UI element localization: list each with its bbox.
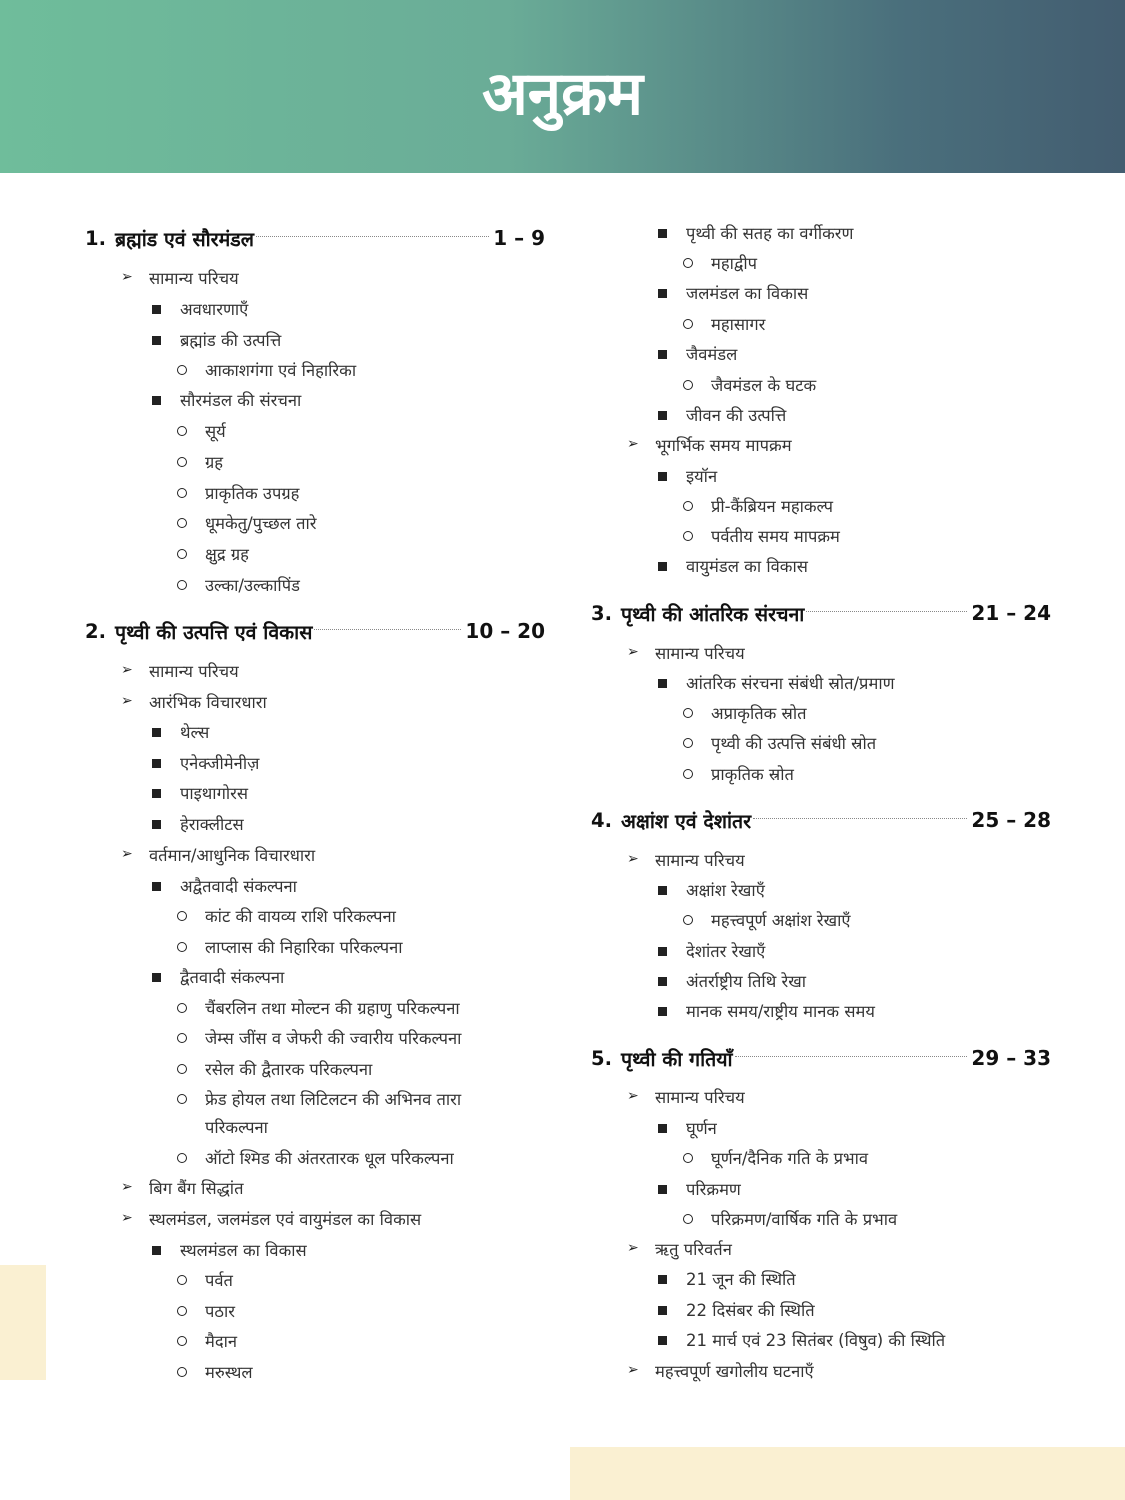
circle-bullet-icon: [177, 1331, 205, 1350]
item-text: ऋतु परिवर्तन: [655, 1239, 732, 1259]
item-text: चैंबरलिन तथा मोल्टन की ग्रहाणु परिकल्पना: [205, 998, 460, 1018]
subtopic-item: [658, 277, 808, 307]
arrow-bullet-icon: ➢: [627, 1362, 639, 1378]
item-text: प्री-कैंब्रियन महाकल्प: [711, 496, 833, 516]
topic-item: [121, 262, 239, 292]
sub-subtopic-item: [177, 1142, 454, 1172]
circle-bullet-icon: [177, 1089, 205, 1108]
item-text: महत्त्वपूर्ण खगोलीय घटनाएँ: [655, 1361, 814, 1381]
square-bullet-icon: [658, 880, 686, 899]
item-text: पाइथागोरस: [180, 783, 249, 803]
chapter-title: ब्रह्मांड एवं सौरमंडल: [115, 227, 254, 251]
item-text: ग्रह: [205, 452, 224, 472]
chapter-number: 3.: [591, 601, 612, 625]
arrow-bullet-icon: ➢: [121, 1210, 133, 1226]
subtopic-item: [152, 716, 209, 746]
item-text: थेल्स: [180, 722, 210, 742]
square-bullet-icon: [658, 1118, 686, 1137]
chapter-page-range: 10 – 20: [465, 619, 545, 643]
square-bullet-icon: [152, 814, 180, 833]
item-text: सौरमंडल की संरचना: [180, 390, 302, 410]
item-text: द्वैतवादी संकल्पना: [180, 967, 285, 987]
square-bullet-icon: [658, 223, 686, 242]
item-text: क्षुद्र ग्रह: [205, 544, 249, 564]
circle-bullet-icon: [177, 483, 205, 502]
chapter-entry: [85, 614, 545, 648]
item-text: मरुस्थल: [205, 1362, 253, 1382]
dot-leader: [256, 235, 489, 237]
chapter-number: 2.: [85, 619, 106, 643]
subtopic-item: [152, 870, 297, 900]
sub-subtopic-item: [177, 354, 356, 384]
item-text: अक्षांश रेखाएँ: [686, 880, 765, 900]
topic-item: [121, 655, 239, 685]
topic-item: [627, 1355, 814, 1385]
subtopic-item: [658, 338, 737, 368]
sub-subtopic-item: [177, 900, 396, 930]
item-text: उल्का/उल्कापिंड: [205, 575, 300, 595]
subtopic-item: [658, 995, 875, 1025]
dot-leader: [314, 628, 461, 630]
circle-bullet-icon: [683, 496, 711, 515]
chapter-title: पृथ्वी की उत्पत्ति एवं विकास: [115, 620, 313, 644]
chapter-number: 4.: [591, 808, 612, 832]
sub-subtopic-item: [177, 992, 460, 1022]
circle-bullet-icon: [177, 1270, 205, 1289]
subtopic-item: [658, 460, 717, 490]
topic-item: [627, 844, 745, 874]
sub-subtopic-item: [683, 727, 876, 757]
item-text: सामान्य परिचय: [149, 661, 239, 681]
circle-bullet-icon: [683, 703, 711, 722]
item-text: ब्रह्मांड की उत्पत्ति: [180, 330, 282, 350]
continuation-line: [205, 1111, 268, 1141]
item-text: जलमंडल का विकास: [686, 283, 809, 303]
circle-bullet-icon: [683, 375, 711, 394]
item-text: पर्वतीय समय मापक्रम: [711, 526, 840, 546]
arrow-bullet-icon: ➢: [627, 1088, 639, 1104]
item-text: जेम्स जींस व जेफरी की ज्वारीय परिकल्पना: [205, 1028, 462, 1048]
circle-bullet-icon: [177, 1059, 205, 1078]
circle-bullet-icon: [683, 733, 711, 752]
square-bullet-icon: [152, 722, 180, 741]
item-text: घूर्णन/दैनिक गति के प्रभाव: [711, 1148, 869, 1168]
circle-bullet-icon: [177, 937, 205, 956]
item-text: सामान्य परिचय: [655, 643, 745, 663]
item-text: हेराक्लीटस: [180, 814, 244, 834]
subtopic-item: [658, 667, 895, 697]
item-text: परिकल्पना: [205, 1117, 268, 1137]
item-text: प्राकृतिक स्रोत: [711, 764, 794, 784]
subtopic-item: [152, 384, 301, 414]
circle-bullet-icon: [177, 360, 205, 379]
circle-bullet-icon: [177, 998, 205, 1017]
circle-bullet-icon: [683, 1209, 711, 1228]
item-text: अंतर्राष्ट्रीय तिथि रेखा: [686, 971, 807, 991]
arrow-bullet-icon: ➢: [627, 1240, 639, 1256]
arrow-bullet-icon: ➢: [121, 693, 133, 709]
arrow-bullet-icon: ➢: [627, 644, 639, 660]
item-text: घूर्णन: [686, 1118, 717, 1138]
sub-subtopic-item: [177, 1022, 461, 1052]
subtopic-item: [658, 1112, 717, 1142]
item-text: लाप्लास की निहारिका परिकल्पना: [205, 937, 403, 957]
circle-bullet-icon: [177, 513, 205, 532]
sub-subtopic-item: [177, 415, 226, 445]
subtopic-item: [658, 399, 786, 429]
circle-bullet-icon: [177, 421, 205, 440]
sub-subtopic-item: [177, 477, 299, 507]
sub-subtopic-item: [177, 931, 403, 961]
chapter-title: अक्षांश एवं देशांतर: [621, 809, 752, 833]
square-bullet-icon: [152, 876, 180, 895]
chapter-page-range: 25 – 28: [971, 808, 1051, 832]
square-bullet-icon: [152, 753, 180, 772]
circle-bullet-icon: [177, 1362, 205, 1381]
item-text: रसेल की द्वैतारक परिकल्पना: [205, 1059, 373, 1079]
item-text: सूर्य: [205, 421, 226, 441]
topic-item: [627, 1081, 745, 1111]
sub-subtopic-item: [177, 569, 300, 599]
sub-subtopic-item: [683, 308, 765, 338]
arrow-bullet-icon: ➢: [627, 436, 639, 452]
item-text: बिग बैंग सिद्धांत: [149, 1178, 244, 1198]
square-bullet-icon: [658, 344, 686, 363]
subtopic-item: [152, 808, 244, 838]
topic-item: [121, 1172, 243, 1202]
chapter-page-range: 1 – 9: [493, 226, 545, 250]
item-text: जैवमंडल के घटक: [711, 375, 817, 395]
circle-bullet-icon: [177, 1028, 205, 1047]
topic-item: [627, 1233, 732, 1263]
item-text: आंतरिक संरचना संबंधी स्रोत/प्रमाण: [686, 673, 895, 693]
item-text: 21 मार्च एवं 23 सितंबर (विषुव) की स्थिति: [686, 1330, 946, 1350]
item-text: वायुमंडल का विकास: [686, 556, 808, 576]
square-bullet-icon: [152, 299, 180, 318]
item-text: सामान्य परिचय: [655, 850, 745, 870]
square-bullet-icon: [658, 1269, 686, 1288]
chapter-page-range: 21 – 24: [971, 601, 1051, 625]
subtopic-item: [658, 874, 765, 904]
sub-subtopic-item: [177, 507, 317, 537]
chapter-page-range: 29 – 33: [971, 1046, 1051, 1070]
square-bullet-icon: [152, 1240, 180, 1259]
subtopic-item: [152, 777, 248, 807]
subtopic-item: [658, 217, 853, 247]
subtopic-item: [658, 550, 808, 580]
sub-subtopic-item: [177, 1295, 235, 1325]
chapter-entry: [85, 221, 545, 255]
circle-bullet-icon: [683, 253, 711, 272]
item-text: परिक्रमण: [686, 1179, 741, 1199]
topic-item: [121, 839, 315, 869]
subtopic-item: [658, 1263, 796, 1293]
square-bullet-icon: [152, 783, 180, 802]
square-bullet-icon: [658, 1001, 686, 1020]
circle-bullet-icon: [177, 452, 205, 471]
arrow-bullet-icon: ➢: [121, 269, 133, 285]
sub-subtopic-item: [177, 1356, 253, 1386]
arrow-bullet-icon: ➢: [121, 846, 133, 862]
item-text: सामान्य परिचय: [655, 1087, 745, 1107]
square-bullet-icon: [658, 556, 686, 575]
item-text: पृथ्वी की सतह का वर्गीकरण: [686, 223, 854, 243]
circle-bullet-icon: [177, 544, 205, 563]
chapter-entry: [591, 1041, 1051, 1075]
square-bullet-icon: [658, 405, 686, 424]
sub-subtopic-item: [683, 520, 840, 550]
item-text: अवधारणाएँ: [180, 299, 249, 319]
item-text: भूगर्भिक समय मापक्रम: [655, 435, 792, 455]
sub-subtopic-item: [683, 904, 851, 934]
item-text: महत्त्वपूर्ण अक्षांश रेखाएँ: [711, 910, 851, 930]
sub-subtopic-item: [683, 697, 807, 727]
item-text: एनेक्जीमेनीज़: [180, 753, 260, 773]
subtopic-item: [658, 1324, 945, 1354]
item-text: पठार: [205, 1301, 235, 1321]
dot-leader: [735, 1055, 968, 1057]
circle-bullet-icon: [683, 314, 711, 333]
chapter-number: 5.: [591, 1046, 612, 1070]
circle-bullet-icon: [683, 1148, 711, 1167]
arrow-bullet-icon: ➢: [627, 851, 639, 867]
square-bullet-icon: [658, 941, 686, 960]
subtopic-item: [658, 1294, 815, 1324]
item-text: सामान्य परिचय: [149, 268, 239, 288]
item-text: महासागर: [711, 314, 766, 334]
sub-subtopic-item: [177, 1053, 372, 1083]
dot-leader: [753, 817, 967, 819]
item-text: 22 दिसंबर की स्थिति: [686, 1300, 815, 1320]
square-bullet-icon: [658, 1300, 686, 1319]
sub-subtopic-item: [683, 490, 833, 520]
item-text: ऑटो श्मिड की अंतरतारक धूल परिकल्पना: [205, 1148, 454, 1168]
topic-item: [627, 637, 745, 667]
sub-subtopic-item: [177, 1325, 237, 1355]
subtopic-item: [658, 965, 806, 995]
item-text: फ्रेड होयल तथा लिटिलटन की अभिनव तारा: [205, 1089, 462, 1109]
circle-bullet-icon: [177, 1301, 205, 1320]
arrow-bullet-icon: ➢: [121, 662, 133, 678]
item-text: अद्वैतवादी संकल्पना: [180, 876, 297, 896]
square-bullet-icon: [658, 971, 686, 990]
sub-subtopic-item: [177, 538, 249, 568]
item-text: आरंभिक विचारधारा: [149, 692, 267, 712]
topic-item: [121, 686, 267, 716]
subtopic-item: [152, 961, 284, 991]
item-text: जीवन की उत्पत्ति: [686, 405, 787, 425]
item-text: पर्वत: [205, 1270, 233, 1290]
subtopic-item: [658, 935, 765, 965]
item-text: स्थलमंडल, जलमंडल एवं वायुमंडल का विकास: [149, 1209, 422, 1229]
decorative-strip-left: [0, 1265, 46, 1380]
subtopic-item: [152, 747, 259, 777]
topic-item: [627, 429, 792, 459]
chapter-number: 1.: [85, 226, 106, 250]
circle-bullet-icon: [177, 906, 205, 925]
square-bullet-icon: [152, 390, 180, 409]
item-text: मानक समय/राष्ट्रीय मानक समय: [686, 1001, 875, 1021]
sub-subtopic-item: [177, 1264, 233, 1294]
sub-subtopic-item: [683, 1142, 868, 1172]
sub-subtopic-item: [177, 446, 223, 476]
item-text: अप्राकृतिक स्रोत: [711, 703, 807, 723]
circle-bullet-icon: [177, 1148, 205, 1167]
chapter-title: पृथ्वी की गतियाँ: [621, 1047, 733, 1071]
circle-bullet-icon: [683, 526, 711, 545]
square-bullet-icon: [152, 967, 180, 986]
square-bullet-icon: [152, 330, 180, 349]
square-bullet-icon: [658, 673, 686, 692]
sub-subtopic-item: [683, 1203, 897, 1233]
topic-item: [121, 1203, 421, 1233]
item-text: देशांतर रेखाएँ: [686, 941, 766, 961]
circle-bullet-icon: [683, 764, 711, 783]
item-text: प्राकृतिक उपग्रह: [205, 483, 300, 503]
sub-subtopic-item: [177, 1083, 461, 1113]
item-text: आकाशगंगा एवं निहारिका: [205, 360, 357, 380]
item-text: धूमकेतु/पुच्छल तारे: [205, 513, 317, 533]
subtopic-item: [152, 324, 281, 354]
arrow-bullet-icon: ➢: [121, 1179, 133, 1195]
circle-bullet-icon: [683, 910, 711, 929]
chapter-title: पृथ्वी की आंतरिक संरचना: [621, 602, 805, 626]
item-text: स्थलमंडल का विकास: [180, 1240, 307, 1260]
item-text: 21 जून की स्थिति: [686, 1269, 796, 1289]
subtopic-item: [658, 1173, 741, 1203]
square-bullet-icon: [658, 1330, 686, 1349]
page-title: अनुक्रम: [481, 58, 644, 129]
item-text: परिक्रमण/वार्षिक गति के प्रभाव: [711, 1209, 898, 1229]
square-bullet-icon: [658, 1179, 686, 1198]
sub-subtopic-item: [683, 758, 794, 788]
subtopic-item: [152, 1234, 307, 1264]
item-text: महाद्वीप: [711, 253, 758, 273]
item-text: इयॉन: [686, 466, 718, 486]
subtopic-item: [152, 293, 248, 323]
decorative-strip-bottom: [570, 1447, 1125, 1500]
square-bullet-icon: [658, 283, 686, 302]
item-text: पृथ्वी की उत्पत्ति संबंधी स्रोत: [711, 733, 877, 753]
square-bullet-icon: [658, 466, 686, 485]
circle-bullet-icon: [177, 575, 205, 594]
item-text: वर्तमान/आधुनिक विचारधारा: [149, 845, 316, 865]
sub-subtopic-item: [683, 369, 816, 399]
sub-subtopic-item: [683, 247, 757, 277]
item-text: मैदान: [205, 1331, 238, 1351]
chapter-entry: [591, 803, 1051, 837]
dot-leader: [806, 610, 967, 612]
item-text: कांट की वायव्य राशि परिकल्पना: [205, 906, 396, 926]
chapter-entry: [591, 596, 1051, 630]
item-text: जैवमंडल: [686, 344, 738, 364]
